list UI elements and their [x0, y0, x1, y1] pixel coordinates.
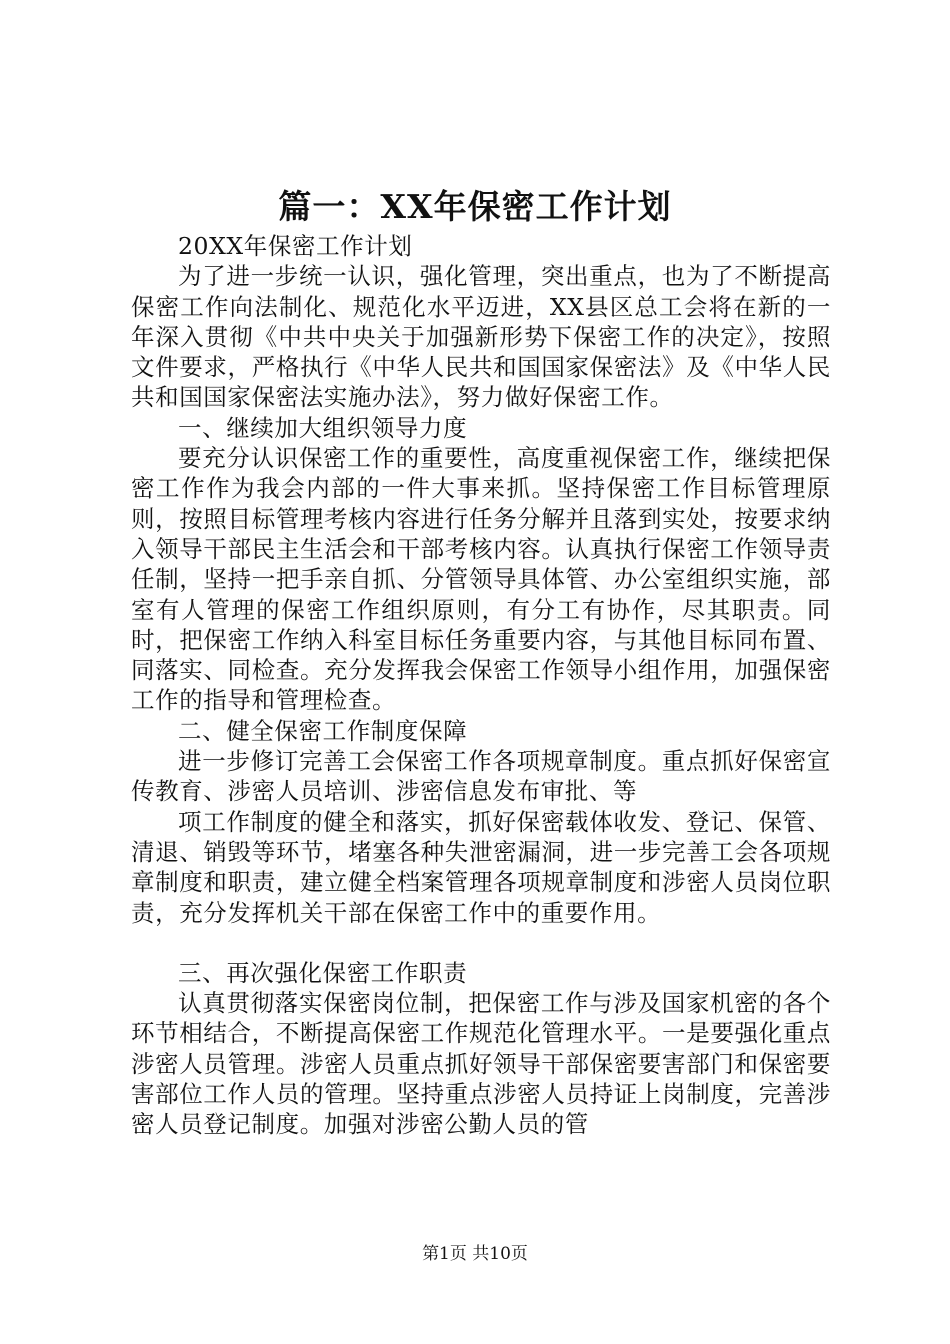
document-title: 篇一：XX年保密工作计划 [278, 187, 672, 226]
document-body [131, 231, 831, 1140]
section3-heading: 三、再次强化保密工作职责 [178, 958, 468, 987]
section2-heading: 二、健全保密工作制度保障 [178, 716, 468, 745]
section1-paragraph: 要充分认识保密工作的重要性，高度重视保密工作，继续把保密工作作为我会内部的一件大事来抓。坚持保密工作目标管理原则，按照目标管理考核内容进行任务分解并且落到实处，按要求纳入领导干部民主生活会和干部考核内容。认真执行保密工作领导责任制，坚持一把手亲自抓、分管领导具体管、办公室组织实施，部室有人管理的保密工作组织原则，有分工有协作，尽其职责。同时，把保密工作纳入科室目标任务重要内容，与其他目标同布置、同落实、同检查。充分发挥我会保密工作领导小组作用，加强保密工作的指导和管理检查。 [131, 444, 831, 715]
page-footer: 第1页 共10页 [422, 1244, 528, 1264]
section2-paragraph-b: 项工作制度的健全和落实，抓好保密载体收发、登记、保管、清退、销毁等环节，堵塞各种失泄密漏洞，进一步完善工会各项规章制度和职责，建立健全档案管理各项规章制度和涉密人员岗位职责，充分发挥机关干部在保密工作中的重要作用。 [131, 807, 831, 927]
section2-paragraph-a: 进一步修订完善工会保密工作各项规章制度。重点抓好保密宣传教育、涉密人员培训、涉密信息发布审批、等 [131, 747, 831, 806]
document-subtitle: 20XX年保密工作计划 [178, 232, 413, 260]
intro-paragraph: 为了进一步统一认识，强化管理，突出重点，也为了不断提高保密工作向法制化、规范化水平迈进，XX县区总工会将在新的一年深入贯彻《中共中央关于加强新形势下保密工作的决定》，按照文件要求，严格执行《中华人民共和国国家保密法》及《中华人民共和国国家保密法实施办法》，努力做好保密工作。 [131, 262, 831, 412]
section1-heading: 一、继续加大组织领导力度 [178, 413, 468, 442]
section3-paragraph: 认真贯彻落实保密岗位制，把保密工作与涉及国家机密的各个环节相结合，不断提高保密工作规范化管理水平。一是要强化重点涉密人员管理。涉密人员重点抓好领导干部保密要害部门和保密要害部位工作人员的管理。坚持重点涉密人员持证上岗制度，完善涉密人员登记制度。加强对涉密公勤人员的管 [131, 989, 831, 1139]
blank-line [131, 928, 831, 958]
